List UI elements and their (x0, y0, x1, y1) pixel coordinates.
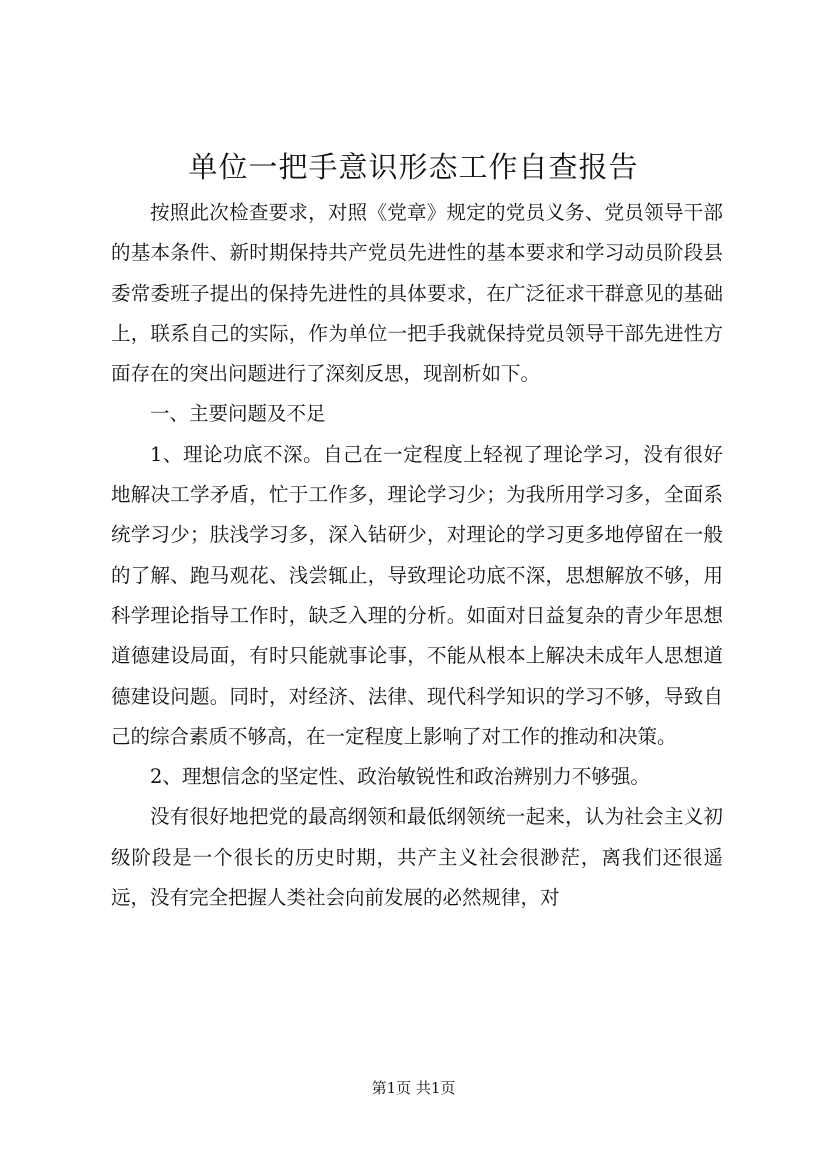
document-body (111, 193, 723, 918)
paragraph-ideals-body: 没有很好地把党的最高纲领和最低纲领统一起来，认为社会主义初级阶段是一个很长的历史时期，共产主义社会很渺茫，离我们还很遥远，没有完全把握人类社会向前发展的必然规律，对 (111, 805, 723, 910)
paragraph-intro: 按照此次检查要求，对照《党章》规定的党员义务、党员领导干部的基本条件、新时期保持共产党员先进性的基本要求和学习动员阶段县委常委班子提出的保持先进性的具体要求，在广泛征求干群意见的基础上，联系自己的实际，作为单位一把手我就保持党员领导干部先进性方面存在的突出问题进行了深刻反思，现剖析如下。 (111, 201, 723, 386)
page-footer: 第1页 共1页 (371, 1079, 456, 1097)
paragraph-theory: 1、理论功底不深。自己在一定程度上轻视了理论学习，没有很好地解决工学矛盾，忙于工作多，理论学习少；为我所用学习多，全面系统学习少；肤浅学习多，深入钻研少，对理论的学习更多地停留在一般的了解、跑马观花、浅尝辄止，导致理论功底不深，思想解放不够，用科学理论指导工作时，缺乏入理的分析。如面对日益复杂的青少年思想道德建设局面，有时只能就事论事，不能从根本上解决未成年人思想道德建设问题。同时，对经济、法律、现代科学知识的学习不够，导致自己的综合素质不够高，在一定程度上影响了对工作的推动和决策。 (111, 442, 723, 748)
paragraph-ideals-heading: 2、理想信念的坚定性、政治敏锐性和政治辨别力不够强。 (150, 765, 650, 789)
document-title: 单位一把手意识形态工作自查报告 (188, 150, 639, 184)
section-heading-problems: 一、主要问题及不足 (150, 402, 326, 426)
